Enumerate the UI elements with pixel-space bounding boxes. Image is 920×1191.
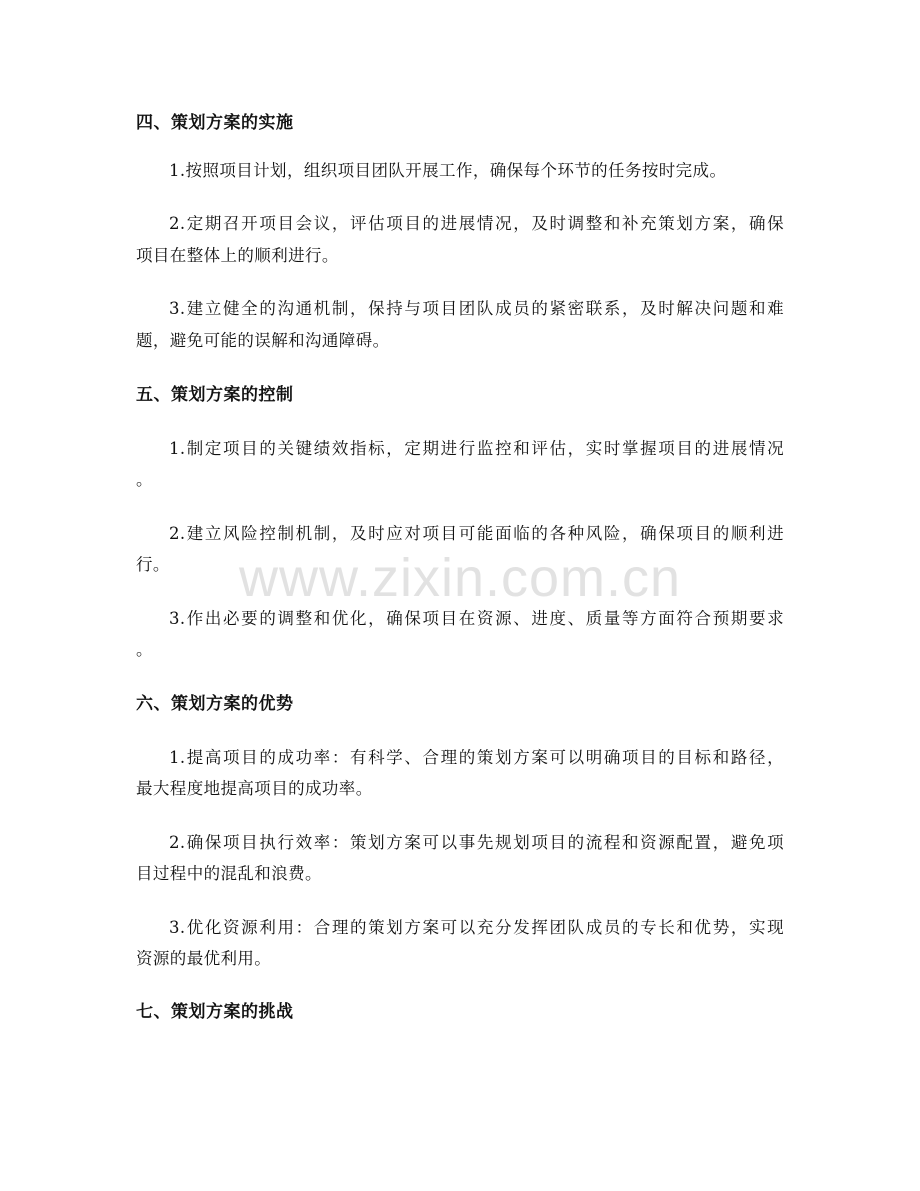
paragraph-line: 2.定期召开项目会议，评估项目的进展情况，及时调整和补充策划方案，确保	[169, 214, 784, 233]
paragraph-line: 项目在整体上的顺利进行。	[136, 246, 339, 265]
section-heading: 七、策划方案的挑战	[136, 1002, 294, 1022]
paragraph-line: 资源的最优利用。	[136, 949, 272, 968]
paragraph-line: 1.制定项目的关键绩效指标，定期进行监控和评估，实时掌握项目的进展情况	[169, 439, 784, 458]
section-heading: 四、策划方案的实施	[136, 113, 294, 133]
paragraph-line: 1.按照项目计划，组织项目团队开展工作，确保每个环节的任务按时完成。	[169, 161, 727, 180]
paragraph-line: 目过程中的混乱和浪费。	[136, 864, 322, 883]
paragraph-line: 2.确保项目执行效率：策划方案可以事先规划项目的流程和资源配置，避免项	[169, 833, 784, 852]
watermark: www.zixin.com.cn	[238, 548, 682, 608]
paragraph-line: 1.提高项目的成功率：有科学、合理的策划方案可以明确项目的目标和路径，	[169, 748, 784, 767]
paragraph-line: 最大程度地提高项目的成功率。	[136, 779, 373, 798]
paragraph-line: 3.建立健全的沟通机制，保持与项目团队成员的紧密联系，及时解决问题和难	[169, 299, 784, 318]
paragraph-line: 2.建立风险控制机制，及时应对项目可能面临的各种风险，确保项目的顺利进	[169, 524, 784, 543]
section-heading: 六、策划方案的优势	[136, 694, 294, 714]
paragraph-line: 。	[136, 640, 153, 659]
paragraph-line: 。	[136, 470, 153, 489]
paragraph-line: 3.优化资源利用：合理的策划方案可以充分发挥团队成员的专长和优势，实现	[169, 918, 784, 937]
paragraph-line: 3.作出必要的调整和优化，确保项目在资源、进度、质量等方面符合预期要求	[169, 609, 784, 628]
paragraph-line: 行。	[136, 555, 170, 574]
paragraph-line: 题，避免可能的误解和沟通障碍。	[136, 331, 390, 350]
section-heading: 五、策划方案的控制	[136, 385, 294, 405]
